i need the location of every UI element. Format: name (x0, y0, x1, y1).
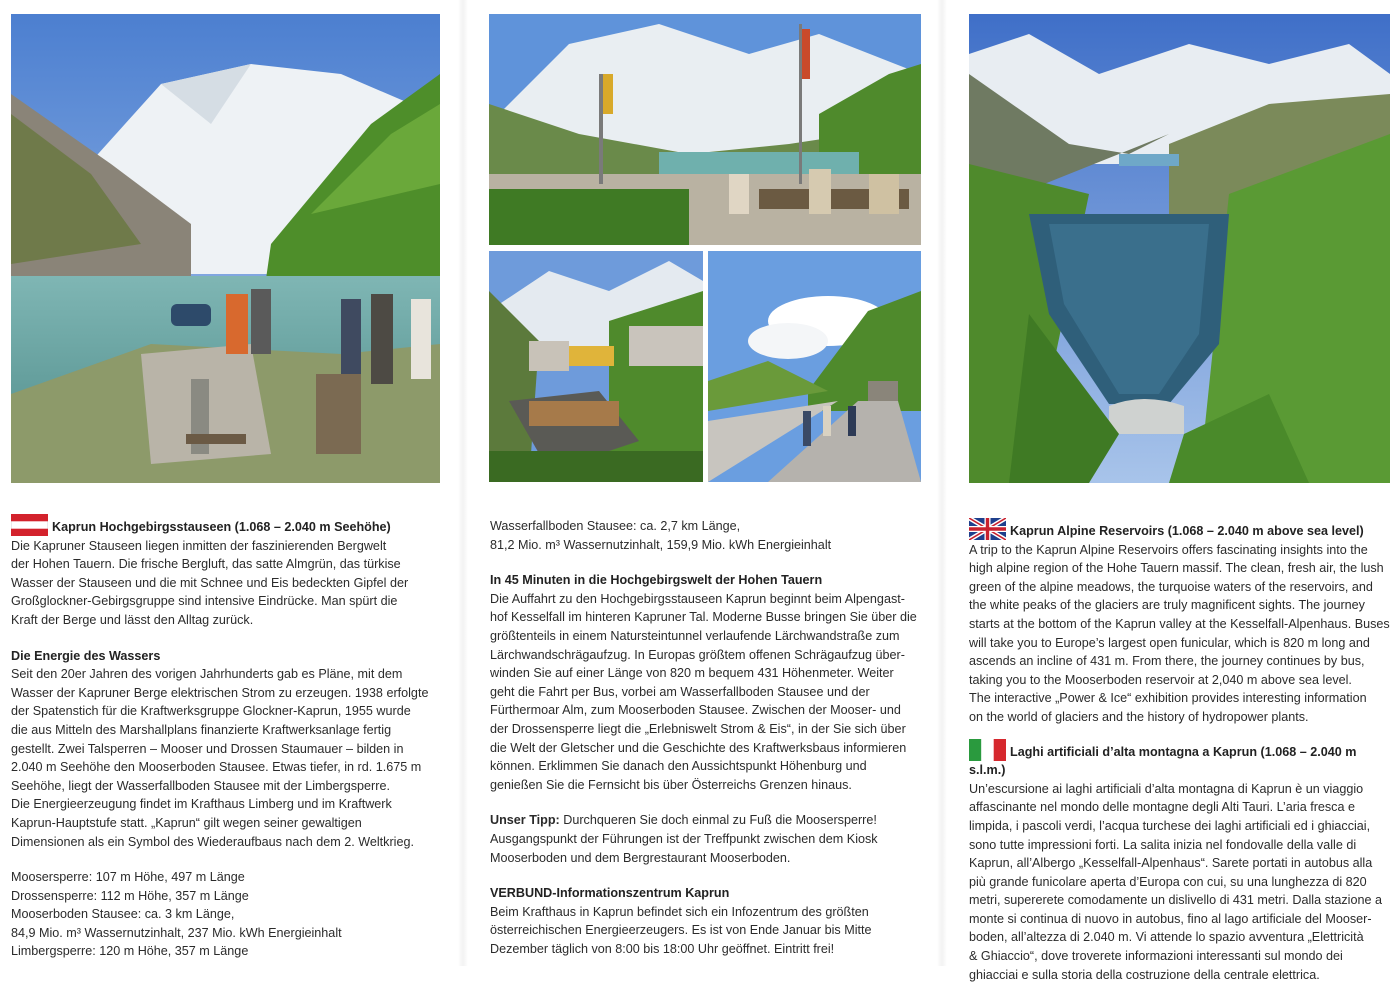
energy-line: Die Energieerzeugung findet im Krafthaus Limberg und im Kraftwerk (11, 797, 392, 812)
fact-line: Limbergsperre: 120 m Höhe, 357 m Länge (11, 944, 249, 959)
journey-line: der Drossensperre liegt die „Erlebniswelt Strom & Eis“, in der Sie sich über (490, 721, 906, 736)
journey-line: hof Kesselfall im hinteren Kapruner Tal. Moderne Busse bringen Sie über die (490, 610, 917, 625)
tip-line: Mooserboden und dem Bergrestaurant Mooserboden. (490, 850, 791, 865)
it-line: metri, supererete comodamente un dislivello di 431 metri. Dalla stazione a (969, 893, 1382, 908)
middle-text-block (490, 517, 930, 958)
energy-line: Dimensionen als ein Symbol des Wiederaufbaus nach dem 2. Weltkrieg. (11, 834, 414, 849)
fact-line: Mooserboden Stausee: ca. 3 km Länge, (11, 907, 235, 922)
section-heading-en: Kaprun Alpine Reservoirs (1.068 – 2.040 m above sea level) (969, 518, 1394, 541)
journey-line: Die Auffahrt zu den Hochgebirgsstauseen Kaprun beginnt beim Alpengast- (490, 591, 905, 606)
en-line: The interactive „Power & Ice“ exhibition provides interesting information (969, 691, 1367, 706)
info-heading: VERBUND-Informationszentrum Kaprun (490, 886, 730, 901)
en-line: ascends an incline of 431 m. From there, the journey continues by bus, (969, 654, 1365, 669)
en-line: on the world of glaciers and the history of hydropower plants. (969, 709, 1309, 724)
info-line: österreichischen Energieerzeugers. Es ist von Ende Januar bis Mitte (490, 923, 872, 938)
intro-line: Wasser der Stauseen und die mit Schnee und Eis bedeckten Gipfel der (11, 575, 409, 590)
energy-line: 2.040 m Seehöhe den Mooserboden Stausee. Etwas tiefer, in rd. 1.675 m (11, 760, 422, 775)
tip-line: Unser Tipp: Durchqueren Sie doch einmal zu Fuß die Moosersperre! (490, 813, 877, 828)
en-line: green of the alpine meadows, the turquoise waters of the reservoirs, and (969, 579, 1373, 594)
en-line: will take you to Europe’s largest open funicular, which is 820 m long and (969, 635, 1370, 650)
info-line: Beim Krafthaus in Kaprun befindet sich ein Infozentrum des größten (490, 904, 869, 919)
german-text-block (11, 514, 451, 961)
en-line: high alpine region of the Hohe Tauern massif. The clean, fresh air, the lush (969, 561, 1384, 576)
journey-line: Fürthermoar Alm, zum Mooserboden Stausee. Zwischen der Mooser- und (490, 703, 901, 718)
it-line: affascinante nel mondo delle montagne degli Alti Tauri. L’aria fresca e (969, 800, 1355, 815)
intro-line: Kraft der Berge und lässt den Alltag zurück. (11, 612, 254, 627)
it-line: & Ghiaccio“, dove troverete informazioni interessanti sul mondo dei (969, 949, 1343, 964)
photo-reservoir-aerial (969, 14, 1390, 483)
fact-line: Moosersperre: 107 m Höhe, 497 m Länge (11, 870, 245, 885)
tip-label: Unser Tipp: (490, 813, 560, 828)
info-line: Dezember täglich von 8:00 bis 18:00 Uhr geöffnet. Eintritt frei! (490, 941, 835, 956)
energy-line: der Spatenstich für die Kraftwerksgruppe Glockner-Kaprun, 1955 wurde (11, 704, 411, 719)
fact-line: 84,9 Mio. m³ Wassernutzinhalt, 237 Mio. kWh Energieinhalt (11, 925, 342, 940)
en-line: taking you to the Mooserboden reservoir at 2,040 m above sea level. (969, 672, 1352, 687)
fact-line: Drossensperre: 112 m Höhe, 357 m Länge (11, 888, 249, 903)
journey-line: die Welt der Gletscher und die Geschichte des Kraftwerksbaus informieren (490, 740, 907, 755)
austria-flag-icon (11, 514, 48, 536)
it-line: monte si continua di nuovo in autobus, fino al lago artificiale del Mooser- (969, 911, 1372, 926)
middle-panel (468, 0, 938, 966)
energy-line: Seehöhe, liegt der Wasserfallboden Stausee mit der Limbergsperre. (11, 778, 390, 793)
energy-line: Kaprun-Hauptstufe statt. „Kaprun“ gilt wegen seiner gewaltigen (11, 815, 362, 830)
it-line: sono tutte impressioni forti. La salita inizia nel fondovalle della valle di (969, 837, 1357, 852)
photo-restaurant-terrace (489, 14, 921, 245)
left-panel (0, 0, 460, 966)
fact-line: Wasserfallboden Stausee: ca. 2,7 km Länge, (490, 519, 741, 533)
right-panel (947, 0, 1400, 982)
energy-line: die aus Mitteln des Marshallplans finanzierte Kraftwerksanlage fertig (11, 722, 392, 737)
section-heading-it: Laghi artificiali d’alta montagna a Kaprun (1.068 – 2.040 m s.l.m.) (969, 739, 1394, 780)
en-line: starts at the bottom of the Kaprun valley at the Kesselfall-Alpenhaus. Buses (969, 616, 1390, 631)
photo-viewpoint-mooserboden (11, 14, 440, 483)
photo-dam-walkway (708, 251, 921, 482)
it-line: Un’escursione ai laghi artificiali d’alta montagna di Kaprun è un viaggio (969, 781, 1364, 796)
journey-line: genießen Sie die Fernsicht bis über Österreichs Grenzen hinaus. (490, 777, 852, 792)
energy-line: Seit den 20er Jahren des vorigen Jahrhunderts gab es Pläne, mit dem (11, 667, 403, 682)
photo-funicular-station (489, 251, 703, 482)
it-line: più grande funicolare aperta d’Europa con cui, su una lunghezza di 820 (969, 874, 1367, 889)
intro-line: Großglockner-Gebirgsgruppe sind intensive Eindrücke. Man spürt die (11, 594, 398, 609)
it-line: limpida, i pascoli verdi, l’acqua turchese dei laghi artificiali ed i ghiacciai, (969, 818, 1371, 833)
intro-line: Die Kapruner Stauseen liegen inmitten der faszinierenden Bergwelt (11, 538, 387, 553)
it-line: ghiacciai e sulla storia della costruzione della centrale elettrica. (969, 967, 1320, 982)
italy-flag-icon (969, 739, 1006, 761)
en-line: A trip to the Kaprun Alpine Reservoirs offers fascinating insights into the (969, 542, 1368, 557)
journey-line: winden Sie auf einer Länge von 820 m bequem 431 Höhenmeter. Weiter (490, 666, 894, 681)
fact-line: 81,2 Mio. m³ Wassernutzinhalt, 159,9 Mio. kWh Energieinhalt (490, 537, 832, 552)
journey-line: größtenteils in einem Natursteintunnel verlaufende Lärchwandstraße zum (490, 628, 900, 643)
it-line: Kaprun, all’Albergo „Kesselfall-Alpenhaus“. Sarete portati in autobus alla (969, 856, 1373, 871)
energy-line: gestellt. Zwei Talsperren – Mooser und Drossen Staumauer – bilden in (11, 741, 404, 756)
journey-line: Lärchwandschrägaufzug. In Europas größtem offenen Schrägaufzug über- (490, 647, 905, 662)
journey-heading: In 45 Minuten in die Hochgebirgswelt der Hohen Tauern (490, 573, 823, 588)
tip-line: Ausgangspunkt der Führungen ist der Treffpunkt zwischen dem Kiosk (490, 831, 878, 846)
it-line: boden, all’altezza di 2.040 m. Vi attende lo spazio avventura „Elettricità (969, 930, 1364, 945)
energy-line: Wasser der Kapruner Berge elektrischen Strom zu erzeugen. 1938 erfolgte (11, 685, 429, 700)
en-line: the white peaks of the glaciers are truly magnificent sights. The journey (969, 598, 1365, 613)
uk-flag-icon (969, 518, 1006, 540)
section-heading-de: Kaprun Hochgebirgsstauseen (1.068 – 2.040 m Seehöhe) (11, 514, 451, 537)
energy-heading: Die Energie des Wassers (11, 648, 161, 663)
journey-line: geht die Fahrt per Bus, vorbei am Wasserfallboden Stausee und der (490, 684, 870, 699)
journey-line: können. Erklimmen Sie danach den Aussichtspunkt Höhenburg und (490, 759, 867, 774)
english-text-block (969, 518, 1394, 984)
intro-line: der Hohen Tauern. Die frische Bergluft, das satte Almgrün, das türkise (11, 557, 401, 572)
